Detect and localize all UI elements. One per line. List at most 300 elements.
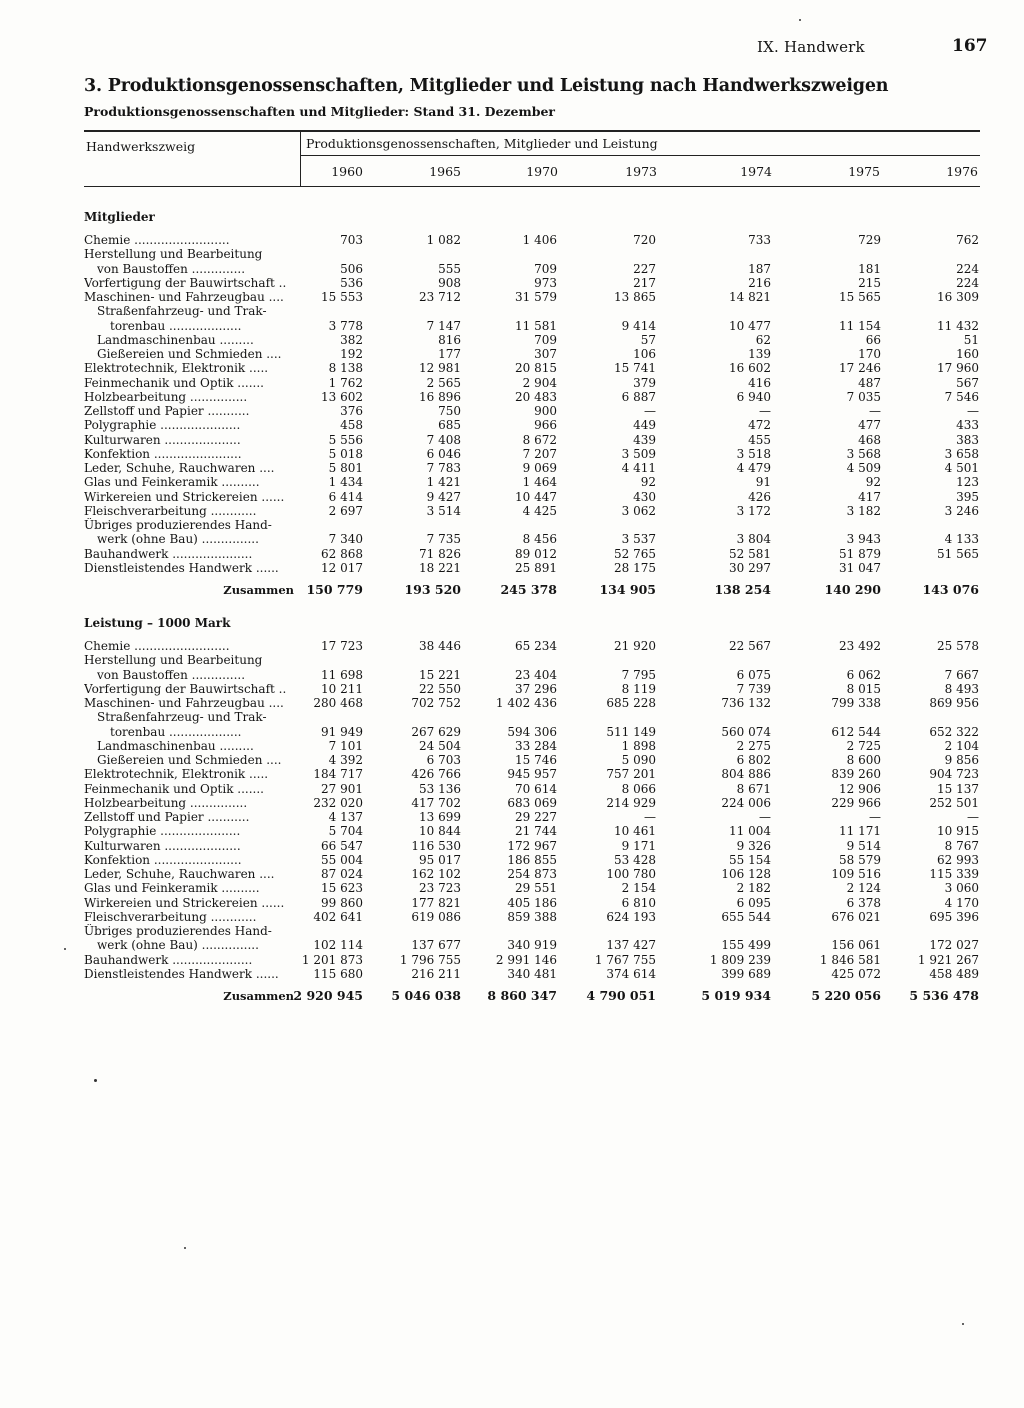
value-cell-1965 (371, 710, 461, 724)
value-cell-1965 (371, 304, 461, 318)
value-cell-1965: 6 703 (426, 753, 461, 767)
value-cell-1975: 3 943 (846, 532, 881, 547)
table-row (0, 653, 1024, 667)
value-cell-1965: 38 446 (419, 639, 461, 653)
value-cell-1975: 4 509 (846, 461, 881, 475)
year-header-1974: 1974 (740, 164, 772, 179)
value-cell-1974: 224 006 (721, 795, 771, 810)
value-cell-1974: 138 254 (714, 582, 771, 597)
value-cell-1974: 1 809 239 (709, 952, 771, 967)
value-cell-1965: 2 565 (426, 375, 461, 390)
value-cell-1970: 10 447 (515, 489, 557, 504)
value-cell-1975: 15 565 (839, 290, 881, 304)
value-cell-1960: 1 201 873 (301, 952, 363, 967)
row-label: werk (ohne Bau) ............... (97, 938, 259, 953)
value-cell-1975: 487 (858, 375, 881, 390)
value-cell-1973: 134 905 (599, 582, 656, 597)
value-cell-1965: 267 629 (411, 724, 461, 739)
value-cell-1970: 8 456 (522, 532, 557, 547)
spanner-rule (300, 155, 980, 156)
table-title: 3. Produktionsgenossenschaften, Mitglieder und Leistung nach Handwerkszweigen (84, 76, 889, 96)
value-cell-1960: 10 211 (321, 681, 363, 696)
value-cell-1974: 5 019 934 (701, 988, 771, 1003)
value-cell-1975: 425 072 (831, 966, 881, 981)
value-cell-1965: 619 086 (411, 909, 461, 924)
value-cell-1960: 99 860 (321, 895, 363, 910)
row-label: Holzbearbeitung ............... (84, 795, 248, 810)
value-cell-1975: 8 600 (846, 753, 881, 767)
row-label: von Baustoffen .............. (97, 667, 246, 682)
table-row (0, 304, 1024, 318)
value-cell-1975: 11 154 (839, 318, 881, 333)
value-cell-1973: 9 171 (621, 838, 656, 853)
value-cell-1975: 799 338 (831, 696, 881, 710)
value-cell-1973: 106 (633, 347, 656, 361)
value-cell-1970: 29 551 (515, 881, 557, 896)
value-cell-1970 (467, 518, 557, 532)
row-label: Elektrotechnik, Elektronik ..... (84, 361, 269, 376)
value-cell-1965: 3 514 (426, 503, 461, 518)
value-cell-1970: 20 483 (515, 389, 557, 404)
row-label: Landmaschinenbau ......... (97, 332, 254, 347)
value-cell-1970: 1 406 (522, 233, 557, 247)
value-cell-1974 (681, 653, 771, 667)
table-row (0, 668, 1024, 682)
value-cell-1970: 21 744 (515, 824, 557, 839)
value-cell-1960: 7 101 (328, 738, 363, 753)
value-cell-1965: 7 147 (426, 318, 461, 333)
running-head: IX. Handwerk (757, 38, 865, 56)
row-label: Feinmechanik und Optik ....... (84, 781, 264, 796)
row-label: Übriges produzierendes Hand- (84, 924, 272, 938)
value-cell-1973 (566, 518, 656, 532)
value-cell-1965: 750 (438, 404, 461, 418)
value-cell-1965: 816 (438, 332, 461, 347)
table-row (0, 753, 1024, 767)
value-cell-1976: 4 170 (944, 895, 979, 910)
value-cell-1974: 62 (755, 332, 771, 347)
value-cell-1974: 655 544 (721, 909, 771, 924)
value-cell-1970: 8 672 (522, 432, 557, 447)
value-cell-1976: 458 489 (929, 966, 979, 981)
print-speck (799, 19, 801, 21)
value-cell-1970: 20 815 (515, 361, 557, 376)
value-cell-1973: 4 411 (621, 461, 656, 475)
table-row (0, 547, 1024, 561)
value-cell-1970: 709 (534, 261, 557, 276)
table-subtitle: Produktionsgenossenschaften und Mitglieder: Stand 31. Dezember (84, 104, 556, 119)
value-cell-1965: 216 211 (411, 966, 461, 981)
row-label: Feinmechanik und Optik ....... (84, 375, 264, 390)
table-row (0, 682, 1024, 696)
value-cell-1973: 57 (640, 332, 656, 347)
value-cell-1970 (467, 924, 557, 938)
print-speck (64, 948, 66, 950)
row-label: torenbau ................... (110, 724, 242, 739)
row-label: Konfektion ....................... (84, 852, 242, 867)
value-cell-1976: 1 921 267 (917, 952, 979, 967)
value-cell-1973: — (644, 810, 656, 824)
value-cell-1975: 3 568 (846, 446, 881, 461)
value-cell-1973: 28 175 (614, 560, 656, 575)
row-label: Wirkereien und Strickereien ...... (84, 489, 285, 504)
value-cell-1976: 143 076 (922, 582, 979, 597)
print-speck (94, 1079, 97, 1082)
table-row (0, 796, 1024, 810)
value-cell-1965 (371, 518, 461, 532)
value-cell-1973: 3 537 (621, 532, 656, 547)
value-cell-1974: 472 (748, 418, 771, 433)
value-cell-1976: 869 956 (929, 696, 979, 710)
value-cell-1973: 4 790 051 (586, 988, 656, 1003)
value-cell-1976: 172 027 (929, 938, 979, 953)
total-row (0, 583, 1024, 597)
value-cell-1965: 24 504 (419, 738, 461, 753)
value-cell-1974: 804 886 (721, 767, 771, 782)
value-cell-1965: 193 520 (404, 582, 461, 597)
value-cell-1976: 16 309 (937, 290, 979, 304)
value-cell-1976 (889, 304, 979, 318)
value-cell-1975: 6 062 (846, 667, 881, 682)
value-cell-1970: 11 581 (515, 318, 557, 333)
value-cell-1965: 1 421 (426, 475, 461, 490)
value-cell-1976: 252 501 (929, 795, 979, 810)
row-label: Konfektion ....................... (84, 446, 242, 461)
row-label: Fleischverarbeitung ............ (84, 503, 257, 518)
year-header-1976: 1976 (946, 164, 978, 179)
value-cell-1970: 340 919 (507, 938, 557, 953)
row-label: Dienstleistendes Handwerk ...... (84, 560, 279, 575)
row-label: Wirkereien und Strickereien ...... (84, 895, 285, 910)
table-row (0, 867, 1024, 881)
value-cell-1970: 405 186 (507, 895, 557, 910)
value-cell-1970: 15 746 (515, 753, 557, 767)
table-row (0, 262, 1024, 276)
value-cell-1965: 7 783 (426, 461, 461, 475)
value-cell-1975: 676 021 (831, 909, 881, 924)
value-cell-1970: 4 425 (522, 503, 557, 518)
value-cell-1974: 3 518 (736, 446, 771, 461)
value-cell-1975: 92 (865, 475, 881, 490)
value-cell-1973: 6 810 (621, 895, 656, 910)
value-cell-1970 (467, 653, 557, 667)
value-cell-1960: 27 901 (321, 781, 363, 796)
value-cell-1974: 91 (755, 475, 771, 490)
value-cell-1973: 379 (633, 375, 656, 390)
value-cell-1970: 900 (534, 404, 557, 418)
value-cell-1974: 3 804 (736, 532, 771, 547)
value-cell-1974: 8 671 (736, 781, 771, 796)
row-label: Fleischverarbeitung ............ (84, 909, 257, 924)
value-cell-1975 (791, 710, 881, 724)
value-cell-1976: 3 060 (944, 881, 979, 896)
value-cell-1960: 62 868 (321, 546, 363, 561)
value-cell-1965 (371, 247, 461, 261)
value-cell-1960: 5 018 (328, 446, 363, 461)
value-cell-1974: 4 479 (736, 461, 771, 475)
print-speck (962, 1323, 964, 1325)
table-row (0, 739, 1024, 753)
table-row (0, 319, 1024, 333)
value-cell-1960: 703 (340, 233, 363, 247)
value-cell-1973: 439 (633, 432, 656, 447)
value-cell-1974: 455 (748, 432, 771, 447)
value-cell-1973 (566, 247, 656, 261)
value-cell-1965: 177 821 (411, 895, 461, 910)
value-cell-1974: — (759, 810, 771, 824)
row-label: Gießereien und Schmieden .... (97, 347, 282, 361)
value-cell-1975: 8 015 (846, 681, 881, 696)
value-cell-1970: 33 284 (515, 738, 557, 753)
value-cell-1976: 224 (956, 261, 979, 276)
value-cell-1973 (566, 710, 656, 724)
row-label: Zellstoff und Papier ........... (84, 404, 250, 418)
value-cell-1974: 736 132 (721, 696, 771, 710)
value-cell-1970: 709 (534, 332, 557, 347)
value-cell-1973: 227 (633, 261, 656, 276)
value-cell-1970: 1 464 (522, 475, 557, 490)
value-cell-1960: 150 779 (306, 582, 363, 597)
value-cell-1973: 15 741 (614, 361, 656, 376)
row-label: Glas und Feinkeramik .......... (84, 475, 260, 490)
value-cell-1976: 904 723 (929, 767, 979, 782)
value-cell-1974: 155 499 (721, 938, 771, 953)
value-cell-1973: 511 149 (606, 724, 656, 739)
value-cell-1974: 6 095 (736, 895, 771, 910)
value-cell-1976: 123 (956, 475, 979, 490)
value-cell-1974: 14 821 (729, 290, 771, 304)
total-label: Zusammen (223, 583, 294, 597)
value-cell-1960 (273, 924, 363, 938)
value-cell-1976: 17 960 (937, 361, 979, 376)
value-cell-1976: 695 396 (929, 909, 979, 924)
table-row (0, 710, 1024, 724)
value-cell-1975: 9 514 (846, 838, 881, 853)
value-cell-1970: 966 (534, 418, 557, 433)
value-cell-1970: 945 957 (507, 767, 557, 782)
value-cell-1965: 53 136 (419, 781, 461, 796)
value-cell-1975: — (869, 404, 881, 418)
value-cell-1965 (371, 924, 461, 938)
value-cell-1975: 2 124 (846, 881, 881, 896)
value-cell-1965: 71 826 (419, 546, 461, 561)
value-cell-1973: 6 887 (621, 389, 656, 404)
value-cell-1974: 52 581 (729, 546, 771, 561)
row-label: Glas und Feinkeramik .......... (84, 881, 260, 896)
value-cell-1974: 733 (748, 233, 771, 247)
value-cell-1975: 170 (858, 347, 881, 361)
year-header-1965: 1965 (429, 164, 461, 179)
value-cell-1973 (566, 653, 656, 667)
value-cell-1960: 402 641 (313, 909, 363, 924)
value-cell-1970: 307 (534, 347, 557, 361)
table-row (0, 418, 1024, 432)
row-label: Chemie ......................... (84, 233, 230, 247)
value-cell-1965: 417 702 (411, 795, 461, 810)
header-bottom-rule (84, 186, 980, 187)
value-cell-1970: 25 891 (515, 560, 557, 575)
table-row (0, 639, 1024, 653)
value-cell-1975: — (869, 810, 881, 824)
value-cell-1970: 973 (534, 275, 557, 290)
value-cell-1965 (371, 653, 461, 667)
year-header-1960: 1960 (331, 164, 363, 179)
value-cell-1975: 5 220 056 (811, 988, 881, 1003)
value-cell-1973 (566, 304, 656, 318)
value-cell-1960 (273, 710, 363, 724)
table-row (0, 532, 1024, 546)
row-label: Polygraphie ..................... (84, 418, 241, 433)
value-cell-1960 (273, 304, 363, 318)
value-cell-1973: 5 090 (621, 753, 656, 767)
value-cell-1970: 89 012 (515, 546, 557, 561)
value-cell-1976: 62 993 (937, 852, 979, 867)
value-cell-1976: 9 856 (944, 753, 979, 767)
value-cell-1970: 70 614 (515, 781, 557, 796)
table-row (0, 938, 1024, 952)
row-label: werk (ohne Bau) ............... (97, 532, 259, 547)
table-row (0, 333, 1024, 347)
value-cell-1965: 1 082 (426, 233, 461, 247)
value-cell-1960: 5 556 (328, 432, 363, 447)
value-cell-1960: 91 949 (321, 724, 363, 739)
value-cell-1976 (889, 247, 979, 261)
table-row (0, 853, 1024, 867)
value-cell-1975: 468 (858, 432, 881, 447)
row-label: Zellstoff und Papier ........... (84, 810, 250, 824)
table-row (0, 824, 1024, 838)
value-cell-1976 (889, 924, 979, 938)
value-cell-1974: 560 074 (721, 724, 771, 739)
value-cell-1960: 3 778 (328, 318, 363, 333)
value-cell-1974: 16 602 (729, 361, 771, 376)
value-cell-1970: 23 404 (515, 667, 557, 682)
table-row (0, 390, 1024, 404)
value-cell-1965: 12 981 (419, 361, 461, 376)
table-row (0, 953, 1024, 967)
value-cell-1973: 21 920 (614, 639, 656, 653)
value-cell-1974 (681, 924, 771, 938)
row-label: Leder, Schuhe, Rauchwaren .... (84, 461, 275, 475)
value-cell-1976: 5 536 478 (909, 988, 979, 1003)
table-row (0, 347, 1024, 361)
value-cell-1975: 31 047 (839, 560, 881, 575)
row-label: Chemie ......................... (84, 639, 230, 653)
value-cell-1976: 115 339 (929, 867, 979, 881)
stub-header: Handwerkszweig (86, 139, 196, 154)
table-row (0, 896, 1024, 910)
value-cell-1960 (273, 653, 363, 667)
value-cell-1965: 10 844 (419, 824, 461, 839)
spanner-header: Produktionsgenossenschaften, Mitglieder und Leistung (306, 136, 658, 151)
value-cell-1976: 652 322 (929, 724, 979, 739)
row-label: Herstellung und Bearbeitung (84, 247, 263, 262)
value-cell-1960: 1 434 (328, 475, 363, 490)
value-cell-1960: 12 017 (321, 560, 363, 575)
value-cell-1965: 116 530 (411, 838, 461, 853)
value-cell-1965: 555 (438, 261, 461, 276)
value-cell-1970 (467, 304, 557, 318)
value-cell-1976: — (967, 810, 979, 824)
value-cell-1974: — (759, 404, 771, 418)
value-cell-1970: 2 991 146 (495, 952, 557, 967)
value-cell-1976: 160 (956, 347, 979, 361)
value-cell-1975: 156 061 (831, 938, 881, 953)
row-label: Bauhandwerk ..................... (84, 546, 253, 561)
value-cell-1973: 757 201 (606, 767, 656, 782)
value-cell-1970: 2 904 (522, 375, 557, 390)
row-label: Holzbearbeitung ............... (84, 389, 248, 404)
value-cell-1976: 7 546 (944, 389, 979, 404)
value-cell-1965: 426 766 (411, 767, 461, 782)
table-row (0, 247, 1024, 261)
row-label: Bauhandwerk ..................... (84, 952, 253, 967)
value-cell-1976: 567 (956, 375, 979, 390)
table-row (0, 433, 1024, 447)
value-cell-1970: 683 069 (507, 795, 557, 810)
value-cell-1960: 458 (340, 418, 363, 433)
value-cell-1960: 115 680 (313, 966, 363, 981)
value-cell-1965: 22 550 (419, 681, 461, 696)
value-cell-1975: 23 492 (839, 639, 881, 653)
value-cell-1975 (791, 653, 881, 667)
value-cell-1970 (467, 247, 557, 261)
value-cell-1974 (681, 518, 771, 532)
row-label: Maschinen- und Fahrzeugbau .... (84, 290, 284, 304)
value-cell-1960: 87 024 (321, 867, 363, 881)
value-cell-1960: 2 697 (328, 503, 363, 518)
table-row (0, 839, 1024, 853)
value-cell-1965: 16 896 (419, 389, 461, 404)
value-cell-1974: 399 689 (721, 966, 771, 981)
value-cell-1975: 140 290 (824, 582, 881, 597)
value-cell-1970: 186 855 (507, 852, 557, 867)
value-cell-1975: 839 260 (831, 767, 881, 782)
value-cell-1976: 25 578 (937, 639, 979, 653)
value-cell-1975: 612 544 (831, 724, 881, 739)
value-cell-1976: 15 137 (937, 781, 979, 796)
value-cell-1960: 232 020 (313, 795, 363, 810)
value-cell-1970: 65 234 (515, 639, 557, 653)
value-cell-1974: 6 075 (736, 667, 771, 682)
table-row (0, 404, 1024, 418)
value-cell-1974 (681, 710, 771, 724)
value-cell-1965: 137 677 (411, 938, 461, 953)
value-cell-1975: 477 (858, 418, 881, 433)
value-cell-1970: 254 873 (507, 867, 557, 881)
value-cell-1974: 9 326 (736, 838, 771, 853)
value-cell-1973: 3 509 (621, 446, 656, 461)
value-cell-1973: 7 795 (621, 667, 656, 682)
value-cell-1973: — (644, 404, 656, 418)
value-cell-1973: 685 228 (606, 696, 656, 710)
value-cell-1975: 17 246 (839, 361, 881, 376)
value-cell-1973: 53 428 (614, 852, 656, 867)
value-cell-1976: 433 (956, 418, 979, 433)
value-cell-1970: 9 069 (522, 461, 557, 475)
value-cell-1973: 8 119 (621, 681, 656, 696)
table-row (0, 561, 1024, 575)
value-cell-1976: 51 565 (937, 546, 979, 561)
value-cell-1970: 340 481 (507, 966, 557, 981)
value-cell-1965: 908 (438, 275, 461, 290)
value-cell-1976: 10 915 (937, 824, 979, 839)
value-cell-1965: 1 796 755 (399, 952, 461, 967)
value-cell-1975: 66 (865, 332, 881, 347)
value-cell-1970 (467, 710, 557, 724)
row-label: Landmaschinenbau ......... (97, 738, 254, 753)
value-cell-1976: 2 104 (944, 738, 979, 753)
